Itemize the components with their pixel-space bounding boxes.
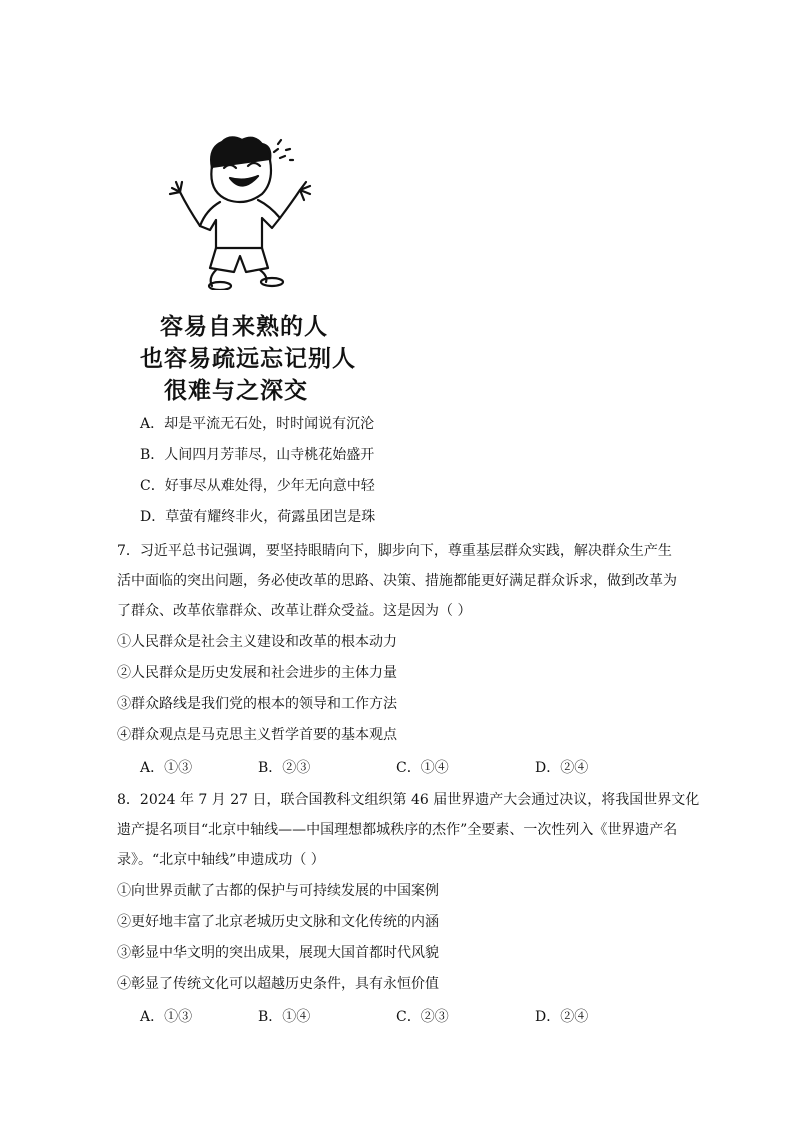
q8-stem-line-1: 8．2024 年 7 月 27 日，联合国教科文组织第 46 届世界遗产大会通过决议，将我国世界文化 <box>117 792 700 808</box>
q7-statement-4: ④群众观点是马克思主义哲学首要的基本观点 <box>117 727 397 743</box>
q8-statement-2: ②更好地丰富了北京老城历史文脉和文化传统的内涵 <box>117 914 439 930</box>
q8-stem-line-2: 遗产提名项目“北京中轴线——中国理想都城秩序的杰作”全要素、一次性列入《世界遗产名 <box>117 822 678 838</box>
q7-choice-c: C．①④ <box>396 760 449 776</box>
q6-option-a: A．却是平流无石处，时时闻说有沉沦 <box>140 416 375 432</box>
laughing-boy-illustration <box>150 130 370 290</box>
q8-statement-3: ③彰显中华文明的突出成果，展现大国首都时代风貌 <box>117 945 439 961</box>
q8-choice-c: C．②③ <box>396 1009 449 1025</box>
q7-choice-d: D．②④ <box>535 760 589 776</box>
q7-statement-3: ③群众路线是我们党的根本的领导和工作方法 <box>117 696 397 712</box>
q6-option-d: D．草萤有耀终非火，荷露虽团岂是珠 <box>140 509 376 525</box>
q8-choice-d: D．②④ <box>535 1009 589 1025</box>
q7-stem-line-1: 7．习近平总书记强调，要坚持眼睛向下，脚步向下，尊重基层群众实践，解决群众生产生 <box>117 543 672 559</box>
cartoon-caption-line-1: 容易自来熟的人 <box>160 313 328 340</box>
q6-option-c: C．好事尽从难处得，少年无向意中轻 <box>140 478 375 494</box>
q7-statement-2: ②人民群众是历史发展和社会进步的主体力量 <box>117 665 397 681</box>
q7-statement-1: ①人民群众是社会主义建设和改革的根本动力 <box>117 634 397 650</box>
cartoon-caption-line-3: 很难与之深交 <box>164 377 308 404</box>
q7-choice-b: B．②③ <box>258 760 311 776</box>
q8-choice-b: B．①④ <box>258 1009 311 1025</box>
cartoon-caption-line-2: 也容易疏远忘记别人 <box>140 345 356 372</box>
q6-option-b: B．人间四月芳菲尽，山寺桃花始盛开 <box>140 447 375 463</box>
q7-stem-line-2: 活中面临的突出问题，务必使改革的思路、决策、措施都能更好满足群众诉求，做到改革为 <box>117 573 677 589</box>
q8-stem-line-3: 录》。“北京中轴线”申遗成功（ ） <box>117 852 325 868</box>
q7-stem-line-3: 了群众、改革依靠群众、改革让群众受益。这是因为（ ） <box>117 603 472 619</box>
q8-choice-a: A．①③ <box>140 1009 193 1025</box>
q8-statement-1: ①向世界贡献了古都的保护与可持续发展的中国案例 <box>117 883 439 899</box>
q8-statement-4: ④彰显了传统文化可以超越历史条件，具有永恒价值 <box>117 976 439 992</box>
q7-choice-a: A．①③ <box>140 760 193 776</box>
